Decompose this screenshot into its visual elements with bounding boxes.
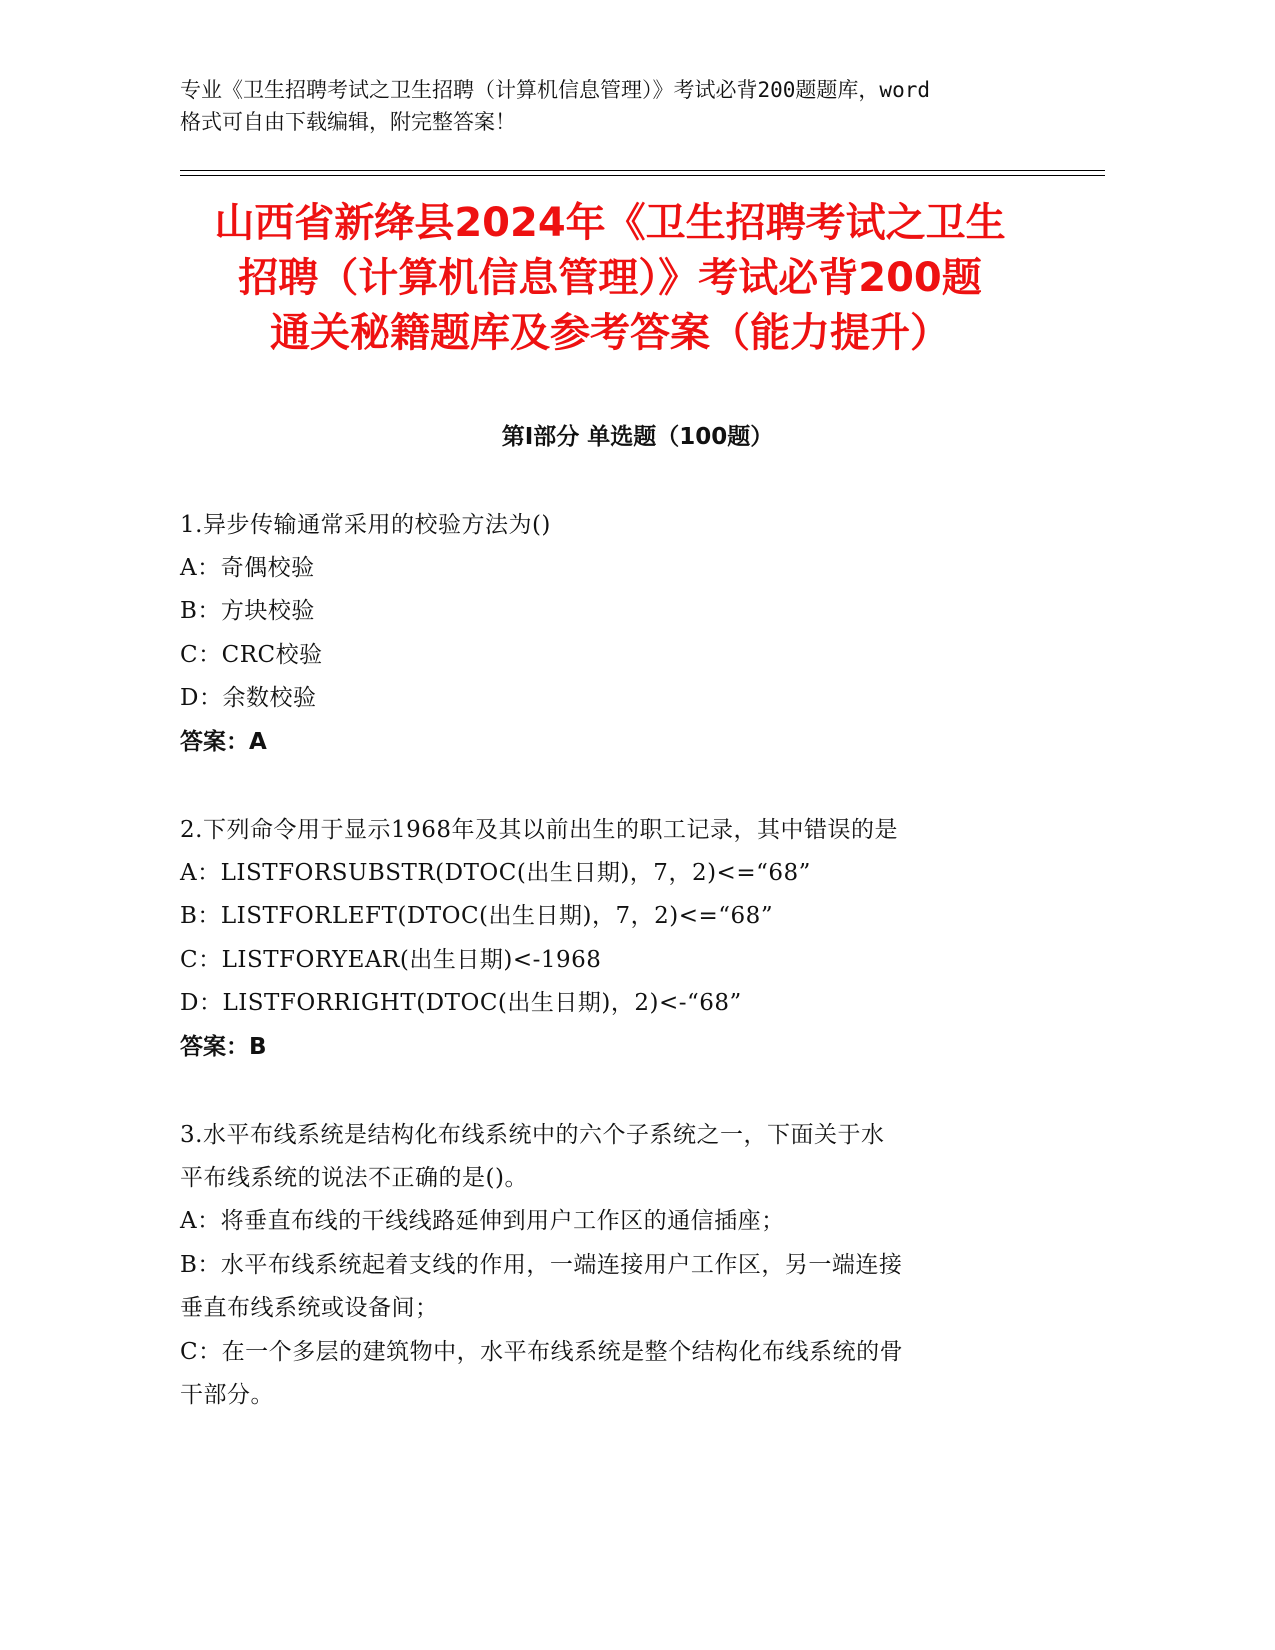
header-divider-top — [180, 170, 1105, 171]
title-line-1: 山西省新绛县2024年《卫生招聘考试之卫生 — [214, 200, 1006, 246]
question-2-option-c: C：LISTFORYEAR(出生日期)<-1968 — [180, 947, 602, 973]
intro-line-1: 专业《卫生招聘考试之卫生招聘（计算机信息管理）》考试必背200题题库，word — [180, 78, 930, 102]
question-1-answer: 答案：A — [180, 729, 267, 755]
intro-line-2: 格式可自由下载编辑，附完整答案！ — [180, 110, 516, 134]
title-line-3: 通关秘籍题库及参考答案（能力提升） — [270, 310, 950, 356]
intro-text — [180, 74, 1100, 138]
question-3-option-b-line-2: 垂直布线系统或设备间； — [180, 1295, 439, 1321]
question-2-stem: 2.下列命令用于显示1968年及其以前出生的职工记录，其中错误的是 — [180, 817, 898, 843]
question-1-option-b: B：方块校验 — [180, 598, 315, 624]
question-2-answer: 答案：B — [180, 1034, 267, 1060]
question-3-stem-line-2: 平布线系统的说法不正确的是()。 — [180, 1165, 528, 1191]
question-3-option-b-line-1: B：水平布线系统起着支线的作用，一端连接用户工作区，另一端连接 — [180, 1252, 903, 1278]
question-1-option-d: D：余数校验 — [180, 685, 317, 711]
header-divider-bottom — [180, 175, 1105, 176]
question-3-option-c-line-2: 干部分。 — [180, 1382, 274, 1408]
title-line-2: 招聘（计算机信息管理）》考试必背200题 — [238, 255, 982, 301]
question-2-option-a: A：LISTFORSUBSTR(DTOC(出生日期)，7，2)<=“68” — [180, 860, 811, 886]
question-2-option-b: B：LISTFORLEFT(DTOC(出生日期)，7，2)<=“68” — [180, 903, 774, 929]
section-heading: 第Ⅰ部分 单选题（100题） — [501, 424, 774, 450]
question-2-option-d: D：LISTFORRIGHT(DTOC(出生日期)，2)<-“68” — [180, 990, 742, 1016]
question-3-option-a: A：将垂直布线的干线线路延伸到用户工作区的通信插座； — [180, 1208, 785, 1234]
question-1-option-c: C：CRC校验 — [180, 642, 323, 668]
question-3-option-c-line-1: C：在一个多层的建筑物中，水平布线系统是整个结构化布线系统的骨 — [180, 1339, 904, 1365]
question-3-stem-line-1: 3.水平布线系统是结构化布线系统中的六个子系统之一，下面关于水 — [180, 1122, 885, 1148]
document-title — [160, 196, 1060, 361]
question-1-option-a: A：奇偶校验 — [180, 555, 315, 581]
question-1-stem: 1.异步传输通常采用的校验方法为() — [180, 512, 551, 538]
